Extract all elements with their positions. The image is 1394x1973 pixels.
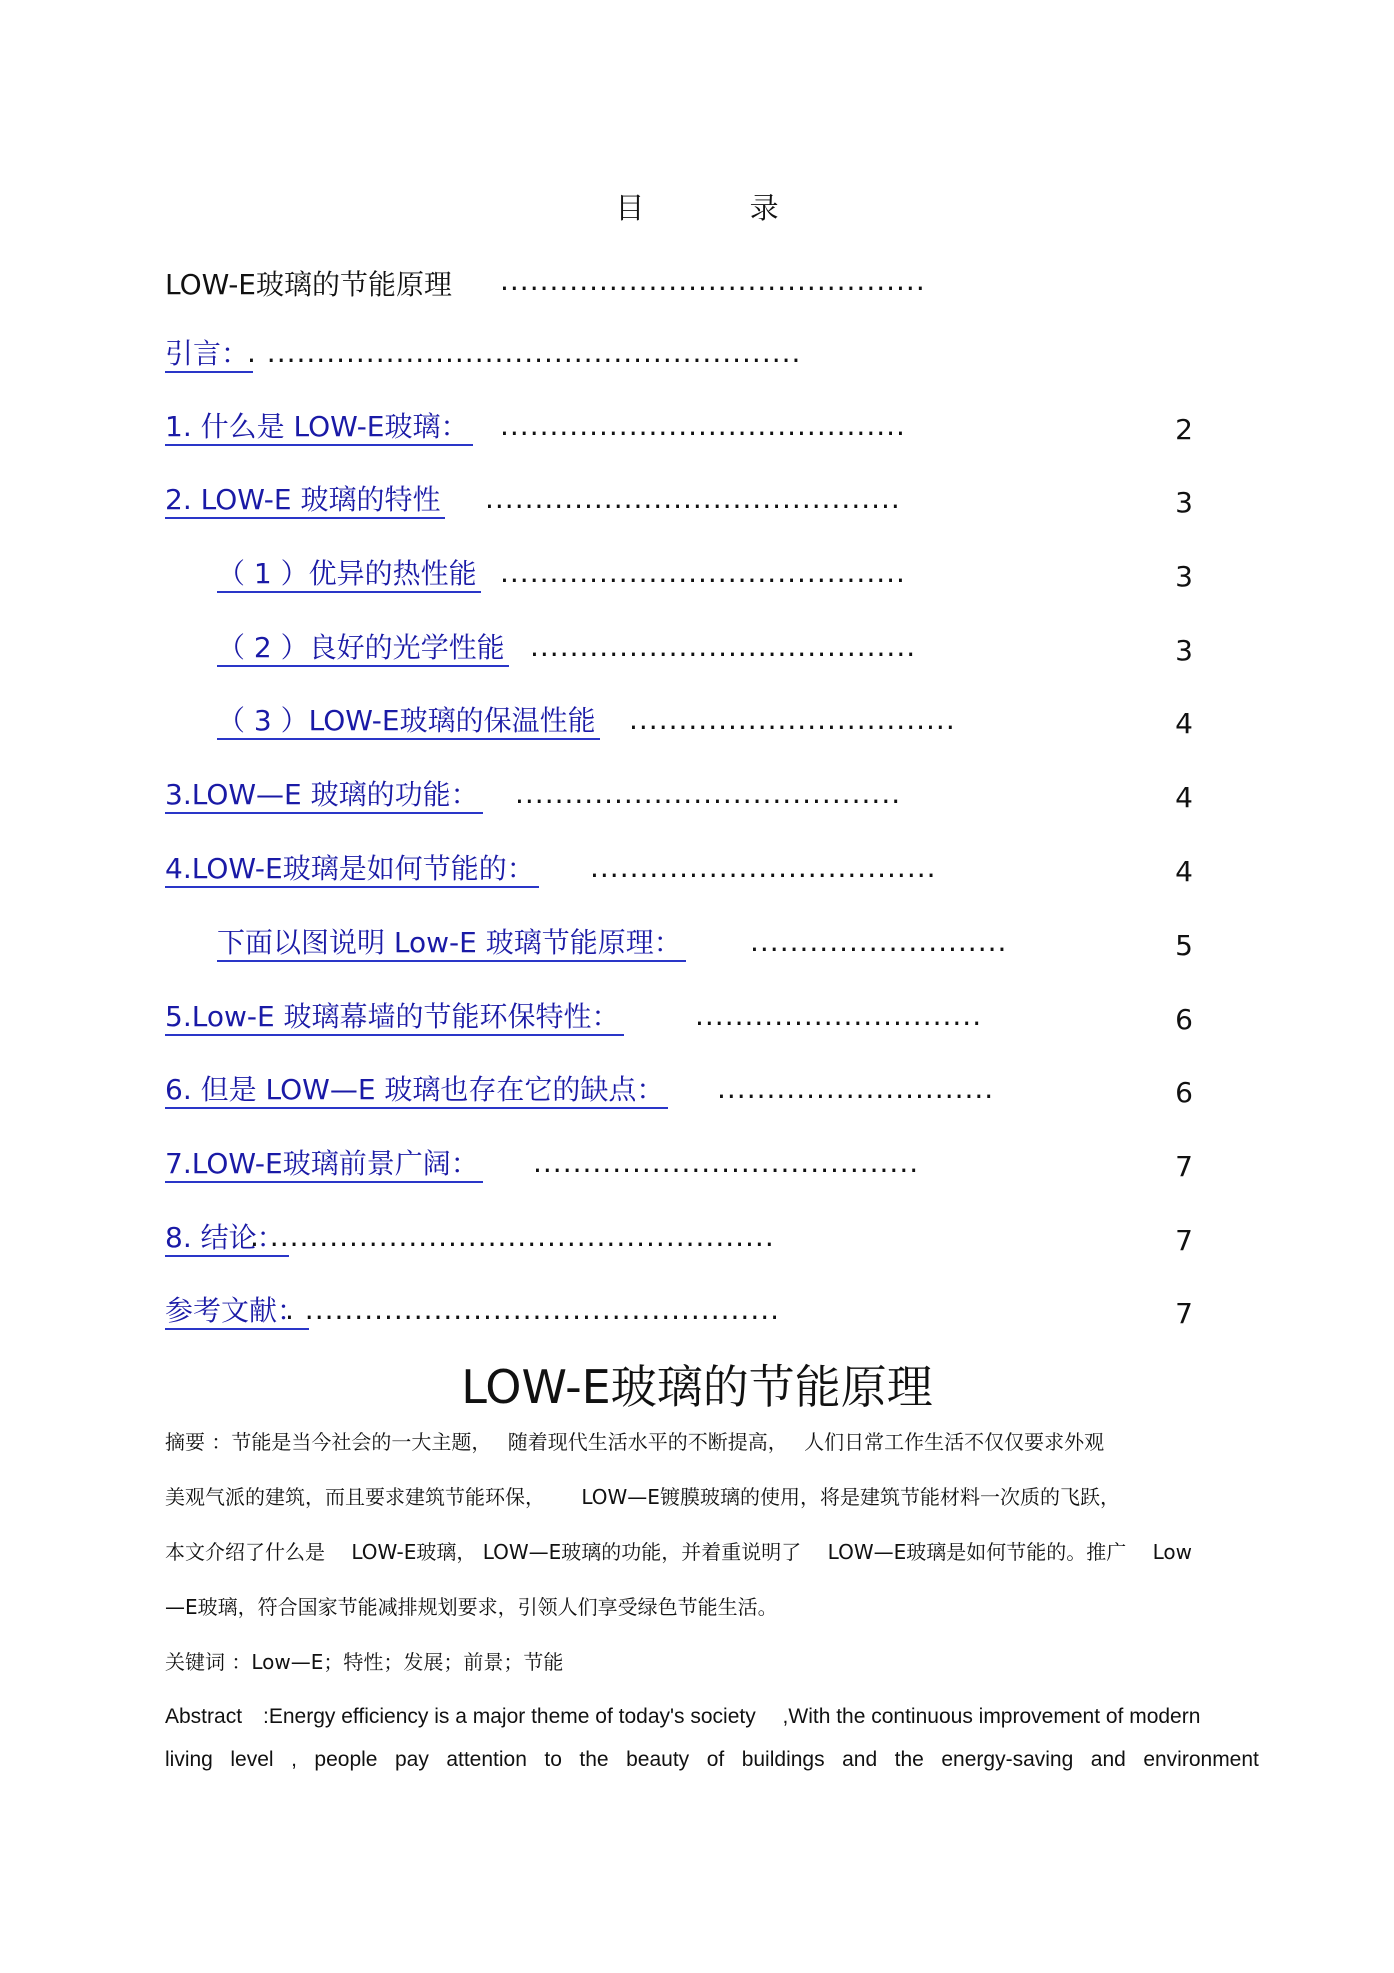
toc-page-number: 4: [1175, 855, 1193, 888]
toc-entry-label[interactable]: 3.LOW—E 玻璃的功能：: [165, 778, 483, 814]
toc-entry-label[interactable]: 7.LOW-E玻璃前景广阔：: [165, 1147, 483, 1183]
abstract-en-word: living: [165, 1748, 213, 1771]
toc-entry-label[interactable]: （ 2 ）良好的光学性能: [217, 631, 509, 667]
toc-entry[interactable]: [165, 483, 1205, 523]
toc-entry[interactable]: [165, 1073, 1205, 1113]
abstract-en-word: level: [230, 1748, 274, 1771]
toc-page-number: 2: [1175, 413, 1193, 446]
abstract-en-word: pay: [394, 1748, 429, 1771]
toc-entry-label[interactable]: 引言：: [165, 337, 253, 373]
abstract-en-word: the: [579, 1748, 609, 1771]
abstract-en-word: buildings: [741, 1748, 825, 1771]
toc-entry[interactable]: [165, 337, 1205, 377]
toc-leader-dots: . ......................................................: [247, 336, 802, 369]
abstract-line-4: —E玻璃，符合国家节能减排规划要求，引领人们享受绿色节能生活。: [165, 1595, 778, 1619]
abstract-line-1: 摘要 ：节能是当今社会的一大主题， 随着现代生活水平的不断提高， 人们日常工作生活不仅仅要求外观: [165, 1430, 1105, 1454]
toc-leader-dots: .......................................: [515, 777, 902, 810]
toc-page-number: 4: [1175, 781, 1193, 814]
toc-leader-dots: .......................................: [530, 630, 917, 663]
toc-entry: [165, 265, 1205, 305]
toc-entry[interactable]: [165, 410, 1205, 450]
toc-heading: 目 录: [615, 191, 827, 225]
toc-leader-dots: ...................................: [590, 851, 937, 884]
toc-entry[interactable]: [165, 926, 1205, 966]
abstract-en-word: to: [544, 1748, 562, 1771]
abstract-en-word: energy-saving: [941, 1748, 1074, 1771]
toc-leader-dots: .............................: [695, 999, 983, 1032]
abstract-en-word: the: [894, 1748, 924, 1771]
toc-page-number: 3: [1175, 560, 1193, 593]
abstract-en-word: attention: [446, 1748, 527, 1771]
toc-leader-dots: ............................: [717, 1072, 995, 1105]
toc-leader-dots: ...........................................: [500, 264, 926, 297]
toc-page-number: 6: [1175, 1076, 1193, 1109]
abstract-en-word: ,: [291, 1748, 297, 1771]
toc-page-number: 5: [1175, 929, 1193, 962]
keywords: 关键词 ：Low—E；特性；发展；前景；节能: [165, 1650, 564, 1674]
toc-entry-label[interactable]: 6. 但是 LOW—E 玻璃也存在它的缺点：: [165, 1073, 668, 1109]
toc-leader-dots: . ...................................................: [250, 1220, 775, 1253]
toc-entry[interactable]: [165, 1147, 1205, 1187]
toc-entry-label[interactable]: 下面以图说明 Low-E 玻璃节能原理：: [217, 926, 686, 962]
toc-entry[interactable]: [165, 557, 1205, 597]
abstract-en-word: beauty: [626, 1748, 690, 1771]
toc-leader-dots: ..........................: [750, 925, 1008, 958]
toc-page-number: 7: [1175, 1224, 1193, 1257]
article-title: LOW-E玻璃的节能原理: [461, 1360, 933, 1414]
toc-entry-label[interactable]: 1. 什么是 LOW-E玻璃：: [165, 410, 473, 446]
toc-entry[interactable]: [165, 704, 1205, 744]
toc-leader-dots: .................................: [629, 703, 956, 736]
toc-entry[interactable]: [165, 1294, 1205, 1334]
toc-entry[interactable]: [165, 631, 1205, 671]
toc-entry-label[interactable]: 5.Low-E 玻璃幕墙的节能环保特性：: [165, 1000, 624, 1036]
toc-leader-dots: .........................................: [500, 409, 906, 442]
abstract-line-3: 本文介绍了什么是 LOW-E玻璃， LOW—E玻璃的功能，并着重说明了 LOW—E玻璃是如何节能的。推广 Low: [165, 1540, 1192, 1564]
toc-leader-dots: .......................................: [533, 1146, 920, 1179]
abstract-en-word: of: [706, 1748, 725, 1771]
toc-page-number: 3: [1175, 634, 1193, 667]
toc-page-number: 4: [1175, 707, 1193, 740]
toc-leader-dots: . ................................................: [285, 1293, 781, 1326]
toc-entry[interactable]: [165, 1221, 1205, 1261]
toc-leader-dots: ..........................................: [485, 482, 901, 515]
toc-entry-label[interactable]: （ 3 ）LOW-E玻璃的保温性能: [217, 704, 600, 740]
toc-entry-label[interactable]: 参考文献：: [165, 1294, 309, 1330]
abstract-en-word: environment: [1143, 1748, 1259, 1771]
toc-page-number: 6: [1175, 1003, 1193, 1036]
toc-leader-dots: .........................................: [500, 556, 906, 589]
toc-entry-label[interactable]: 8. 结论：: [165, 1221, 289, 1257]
abstract-line-2: 美观气派的建筑，而且要求建筑节能环保， LOW—E镀膜玻璃的使用，将是建筑节能材料一次质的飞跃，: [165, 1485, 1120, 1509]
toc-entry-label[interactable]: 2. LOW-E 玻璃的特性: [165, 483, 445, 519]
toc-entry-label: LOW-E玻璃的节能原理: [165, 268, 452, 301]
abstract-en-word: people: [314, 1748, 378, 1771]
abstract-en-word: and: [1090, 1748, 1126, 1771]
abstract-en-line-2: [165, 1746, 1259, 1774]
toc-entry[interactable]: [165, 852, 1205, 892]
toc-entry[interactable]: [165, 1000, 1205, 1040]
toc-page-number: 3: [1175, 486, 1193, 519]
abstract-en-line-1: Abstract :Energy efficiency is a major theme of today's society ,With the continuous improvement of modern: [165, 1705, 1201, 1728]
toc-entry[interactable]: [165, 778, 1205, 818]
toc-entry-label[interactable]: 4.LOW-E玻璃是如何节能的：: [165, 852, 539, 888]
toc-entry-label[interactable]: （ 1 ）优异的热性能: [217, 557, 481, 593]
abstract-en-word: and: [842, 1748, 878, 1771]
toc-page-number: 7: [1175, 1297, 1193, 1330]
toc-page-number: 7: [1175, 1150, 1193, 1183]
